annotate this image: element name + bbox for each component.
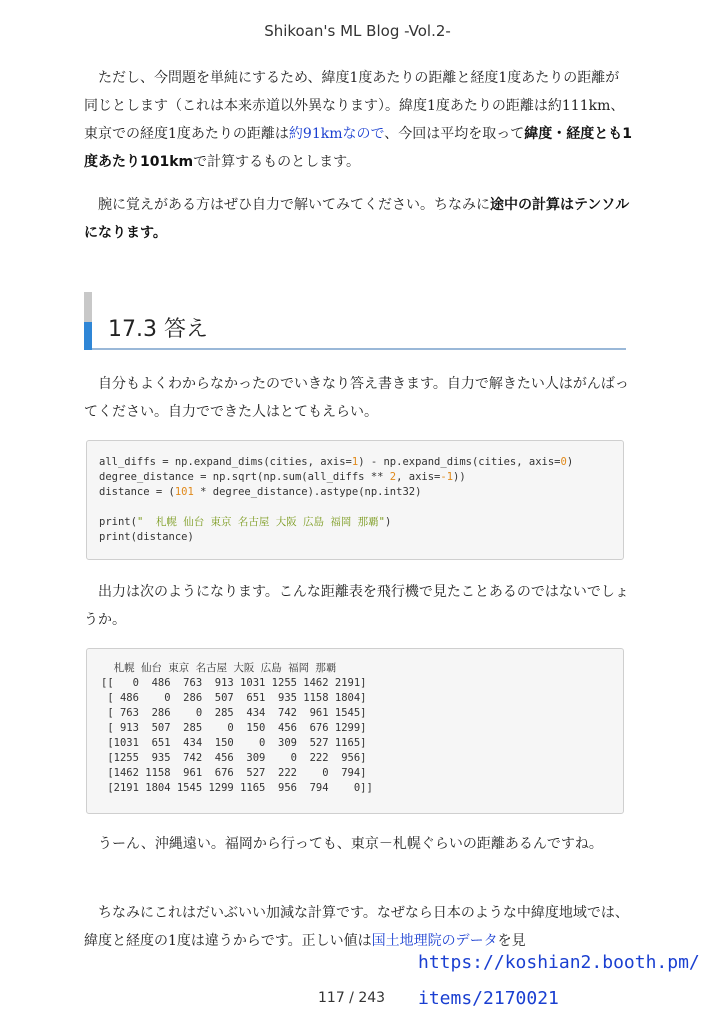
paragraph-output-intro: 出力は次のようになります。こんな距離表を飛行機で見たことあるのではないでしょうか。	[84, 584, 629, 628]
output-line: [2191 1804 1545 1299 1165 956 794 0]]	[101, 782, 373, 794]
section-heading	[84, 292, 626, 350]
output-line: [ 486 0 286 507 651 935 1158 1804]	[101, 692, 367, 704]
link-gsi-data[interactable]: 国土地理院のデータ	[371, 933, 498, 949]
paragraph-text: で計算するものとします。	[193, 154, 361, 170]
link-91km[interactable]: 約91kmなので	[288, 126, 385, 142]
code-line: distance = (101 * degree_distance).astype(np.int32)	[99, 486, 422, 498]
page-header: Shikoan's ML Blog -Vol.2-	[264, 22, 451, 40]
code-line: degree_distance = np.sqrt(np.sum(all_diffs ** 2, axis=-1))	[99, 471, 466, 483]
section-title: 17.3 答え	[108, 317, 208, 342]
paragraph-intro: 自分もよくわからなかったのでいきなり答え書きます。自力で解きたい人はがんばってください。自力でできた人はとてもえらい。	[84, 376, 629, 420]
code-line: all_diffs = np.expand_dims(cities, axis=1) - np.expand_dims(cities, axis=0)	[99, 456, 574, 468]
paragraph-assumption	[84, 64, 632, 176]
paragraph-text: を見	[497, 933, 526, 949]
code-line: print(distance)	[99, 531, 194, 543]
heading-accent-bar	[84, 322, 92, 350]
output-line: [1462 1158 961 676 527 222 0 794]	[101, 767, 367, 779]
bold-text: 途中の計算はテンソルになります。	[84, 197, 630, 241]
output-line: 札幌 仙台 東京 名古屋 大阪 広島 福岡 那覇	[101, 662, 337, 674]
heading-underline	[92, 348, 626, 350]
heading-accent-bar	[84, 292, 92, 322]
paragraph-challenge	[84, 191, 632, 247]
output-line: [ 913 507 285 0 150 456 676 1299]	[101, 722, 367, 734]
paragraph-text: 、今回は平均を取って	[384, 126, 525, 142]
paragraph-text: ちなみにこれはだいぶいい加減な計算です。なぜなら日本のような中緯度地域では、緯度と経度の1度は違うからです。正しい値は	[84, 905, 629, 949]
code-block	[86, 440, 624, 560]
output-block	[86, 648, 624, 814]
page-number: 117 / 243	[318, 990, 386, 1006]
paragraph-text: ただし、今問題を単純にするため、緯度1度あたりの距離と経度1度あたりの距離が同じとします（これは本来赤道以外異なります）。緯度1度あたりの距離は約111km、東京での経度1度あたりの距離は	[84, 70, 625, 142]
output-line: [[ 0 486 763 913 1031 1255 1462 2191]	[101, 677, 367, 689]
booth-url-link[interactable]: items/2170021	[418, 988, 559, 1009]
code-line	[99, 500, 611, 515]
paragraph-note	[84, 899, 632, 955]
booth-url-link[interactable]: https://koshian2.booth.pm/	[418, 952, 700, 973]
code-line: print(" 札幌 仙台 東京 名古屋 大阪 広島 福岡 那覇")	[99, 516, 392, 528]
output-line: [ 763 286 0 285 434 742 961 1545]	[101, 707, 367, 719]
bold-text: 緯度・経度とも1度あたり101km	[84, 126, 632, 170]
output-line: [1031 651 434 150 0 309 527 1165]	[101, 737, 367, 749]
paragraph-okinawa: うーん、沖縄遠い。福岡から行っても、東京－札幌ぐらいの距離あるんですね。	[98, 836, 603, 852]
paragraph-text: 腕に覚えがある方はぜひ自力で解いてみてください。ちなみに	[98, 197, 490, 213]
output-line: [1255 935 742 456 309 0 222 956]	[101, 752, 367, 764]
